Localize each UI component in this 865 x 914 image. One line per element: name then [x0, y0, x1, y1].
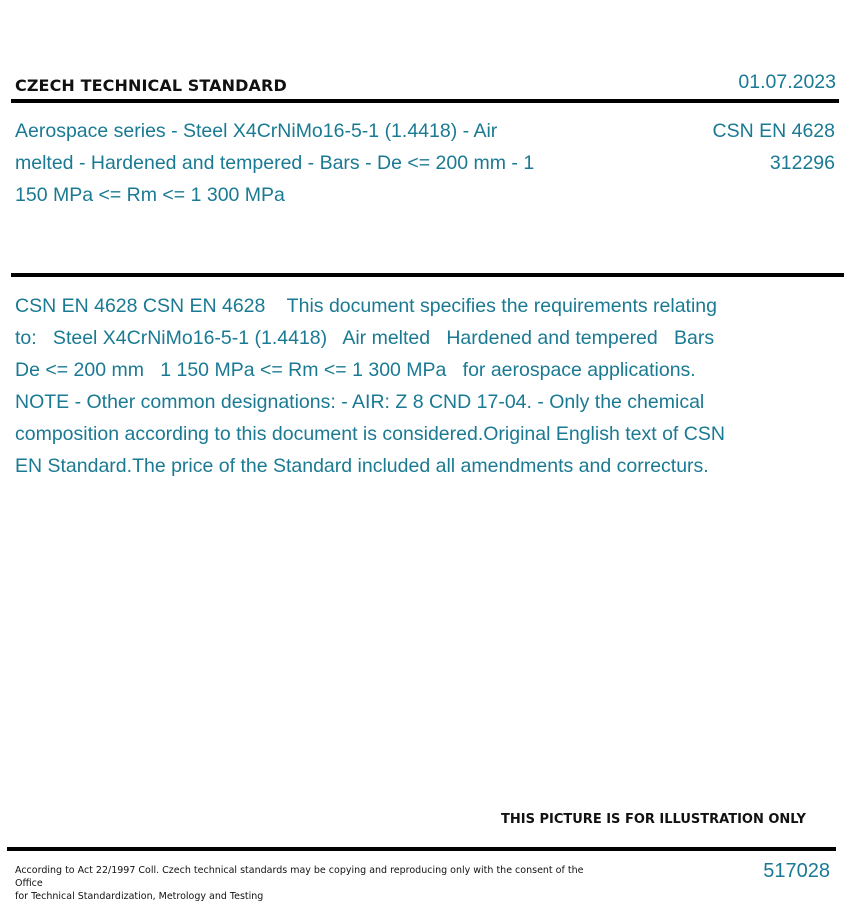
product-id: 517028 [763, 860, 830, 882]
legal-notice-line-1: According to Act 22/1997 Coll. Czech technical standards may be copying and reproducing only with the consent of the Office [15, 865, 584, 889]
catalog-number: 312296 [769, 152, 835, 174]
legal-notice-line-2: for Technical Standardization, Metrology and Testing [15, 891, 264, 902]
publication-date: 01.07.2023 [738, 71, 836, 93]
footer-divider [7, 847, 836, 851]
legal-notice [15, 864, 595, 903]
standard-title: Aerospace series - Steel X4CrNiMo16-5-1 (1.4418) - Air melted - Hardened and tempered - Bars - De <= 200 mm - 1 150 MPa <= Rm <= 1 300 MPa [15, 120, 535, 206]
illustration-notice: THIS PICTURE IS FOR ILLUSTRATION ONLY [501, 812, 806, 827]
standard-type-label: CZECH TECHNICAL STANDARD [15, 76, 287, 95]
standard-description: CSN EN 4628 CSN EN 4628 This document specifies the requirements relating to: Steel X4CrNiMo16-5-1 (1.4418) Air melted Hardened and tempered Bars De <= 200 mm 1 150 MPa <= Rm <= 1 300 MPa for aerospace applications. NOTE - Other common designations: - AIR: Z 8 CND 17-04. - Only the chemical composition according to this document is considered.Original English text of CSN EN Standard.The price of the Standard included all amendments and correcturs. [15, 295, 731, 477]
standard-number: CSN EN 4628 [712, 120, 835, 142]
section-divider [11, 273, 844, 277]
standard-code-block [713, 115, 835, 179]
header-divider [11, 99, 839, 103]
